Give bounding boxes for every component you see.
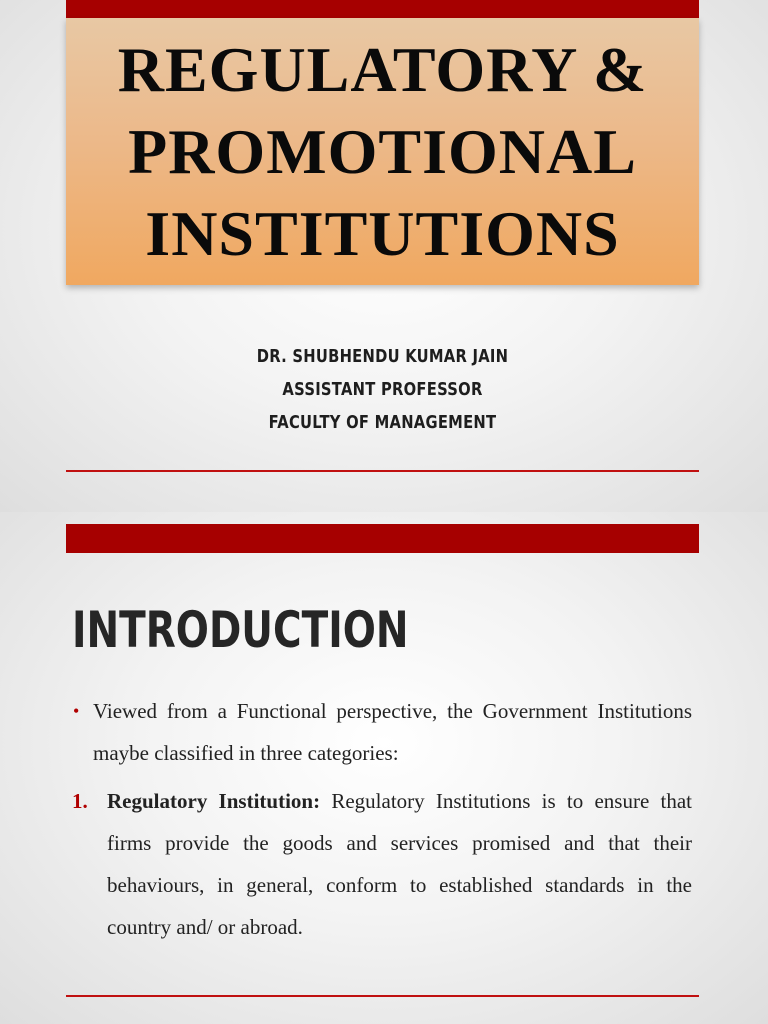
bullet-icon: • (73, 701, 80, 721)
bottom-divider (66, 995, 699, 997)
top-accent-bar (66, 524, 699, 553)
slide-title (118, 29, 648, 275)
author-faculty: FACULTY OF MANAGEMENT (268, 412, 497, 433)
item-text: Regulatory Institutions is to ensure that firms provide the goods and services promised and that their behaviours, in general, conform to established standards in the country and/ or abroad. (107, 789, 692, 939)
item-term: Regulatory Institution: (107, 789, 321, 813)
bullet-text: Viewed from a Functional perspective, the Government Institutions maybe classified in three categories: (93, 699, 692, 765)
author-block (123, 340, 642, 439)
item-number: 1. (72, 789, 88, 813)
author-position: ASSISTANT PROFESSOR (282, 379, 483, 400)
bottom-divider (66, 470, 699, 472)
title-line: PROMOTIONAL (128, 115, 637, 187)
slide-content (72, 690, 692, 948)
introduction-slide (0, 512, 768, 1024)
slide-heading: INTRODUCTION (72, 601, 409, 659)
author-name: DR. SHUBHENDU KUMAR JAIN (256, 346, 509, 367)
title-line: REGULATORY & (117, 33, 648, 105)
title-box (66, 18, 699, 285)
numbered-item (72, 780, 692, 948)
bullet-item (72, 690, 692, 774)
title-line: INSTITUTIONS (145, 197, 620, 269)
top-accent-bar (66, 0, 699, 18)
